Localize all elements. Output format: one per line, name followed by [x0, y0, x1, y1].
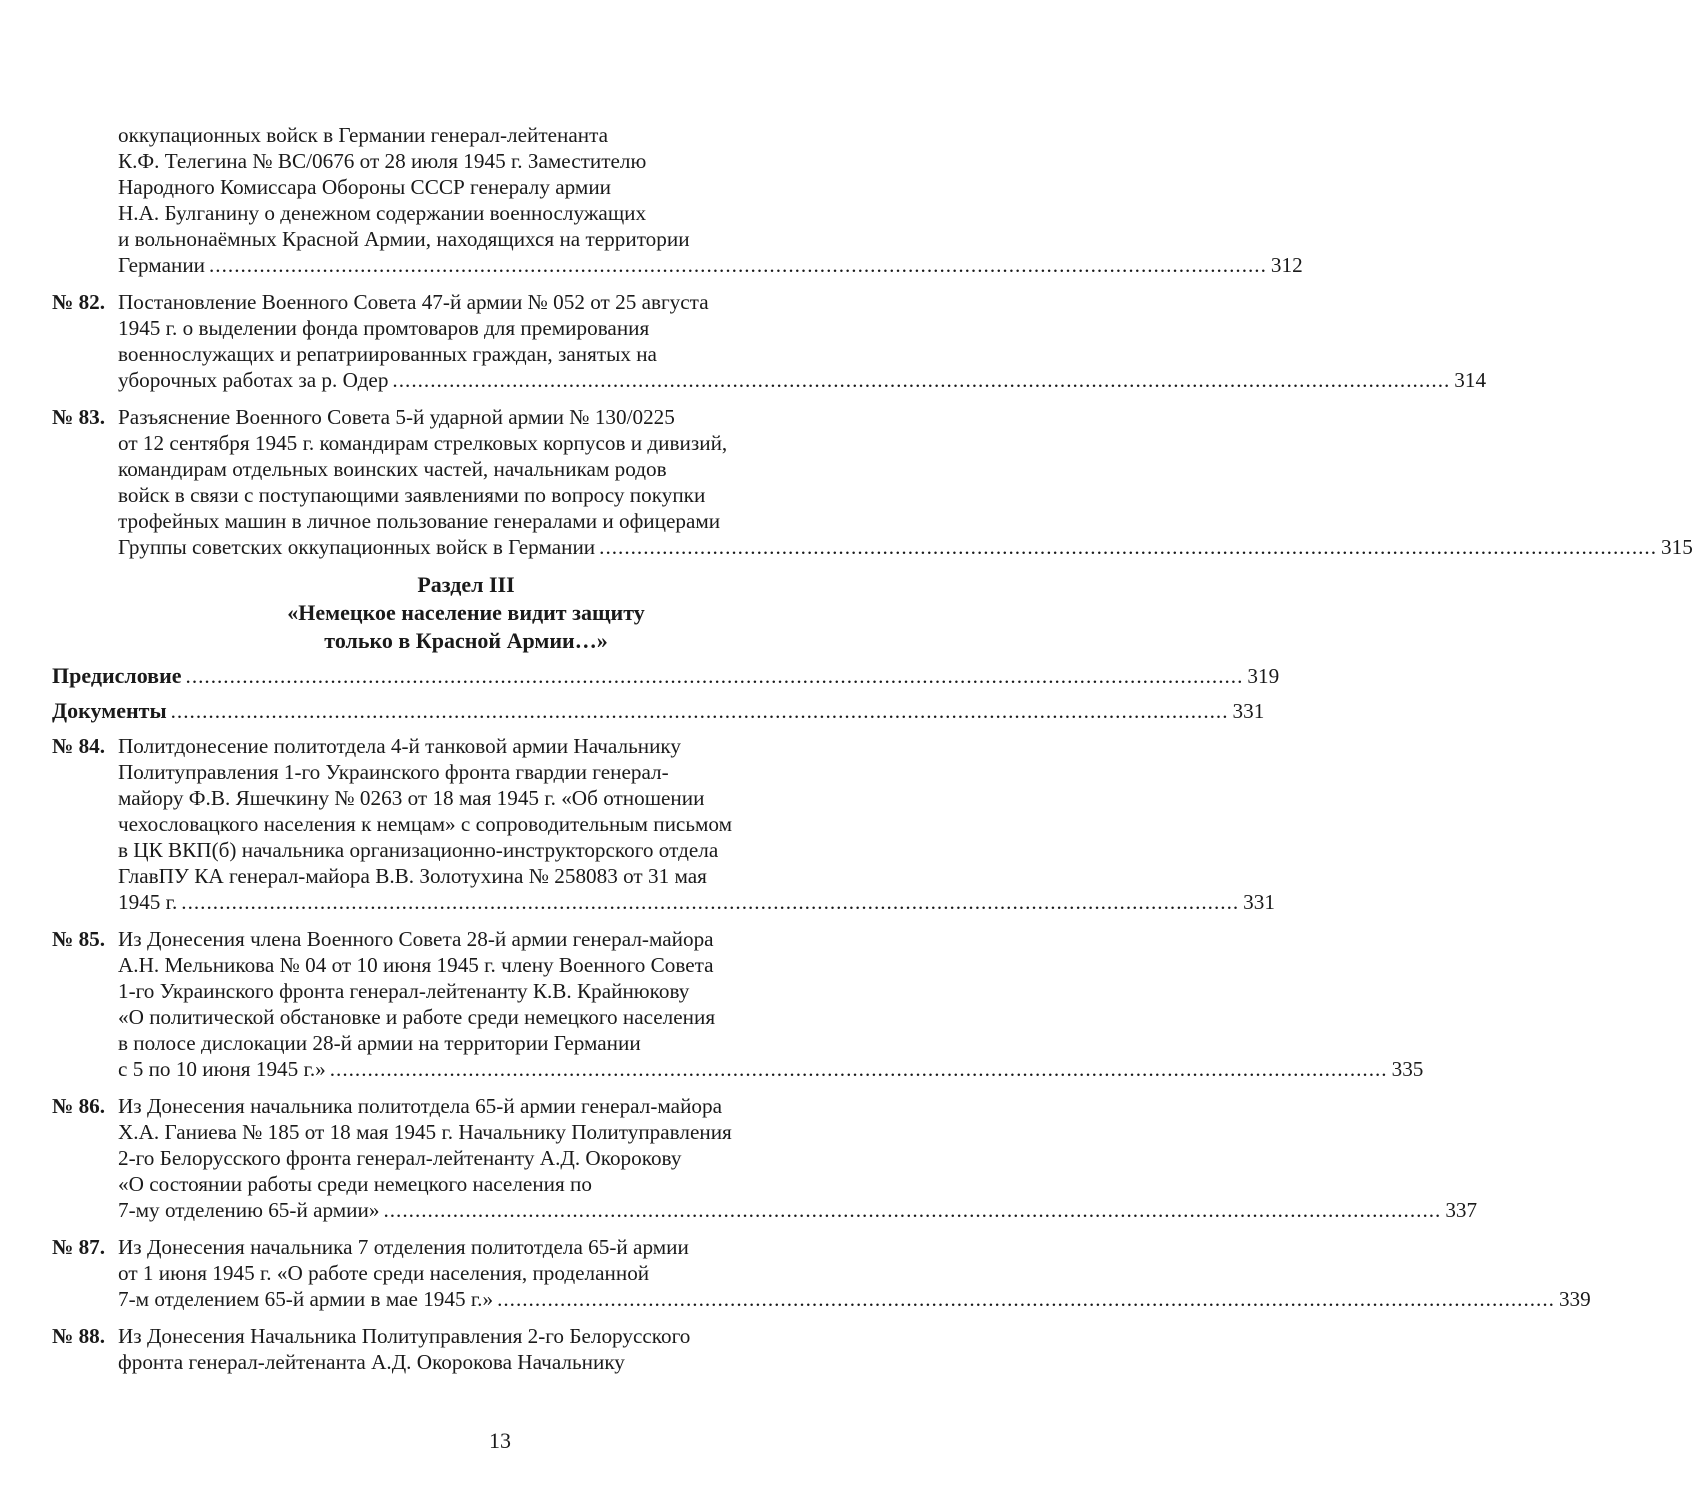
toc-entry-text: Группы советских оккупационных войск в Германии	[118, 535, 596, 559]
toc-entry-text: Х.А. Ганиева № 185 от 18 мая 1945 г. Начальнику Политуправления	[118, 1120, 732, 1144]
toc-entry-line	[52, 978, 880, 1004]
document-number: № 86.	[52, 1094, 106, 1118]
toc-entry-line	[52, 315, 880, 341]
toc-entry	[52, 122, 1303, 278]
toc-entry-text: ГлавПУ КА генерал-майора В.В. Золотухина № 258083 от 31 мая	[118, 864, 707, 888]
toc-entry-line	[52, 430, 880, 456]
toc-entry-text: Постановление Военного Совета 47-й армии № 052 от 25 августа	[118, 290, 709, 314]
toc-entry-line	[52, 926, 880, 952]
toc-entry-line	[52, 811, 880, 837]
toc-entry-line	[52, 1323, 880, 1349]
toc-entry-text: уборочных работах за р. Одер	[118, 368, 389, 392]
dot-leader: ........................................................................................................................................................................	[181, 890, 1240, 914]
page-reference: 314	[1454, 368, 1487, 392]
toc-entry-last-line	[52, 1056, 1424, 1082]
toc-entry	[52, 926, 1424, 1082]
toc-entry-text: 1-го Украинского фронта генерал-лейтенанту К.В. Крайнюкову	[118, 979, 690, 1003]
toc-entry-documents	[52, 698, 1265, 724]
toc-entry-text: в ЦК ВКП(б) начальника организационно-инструкторского отдела	[118, 838, 719, 862]
toc-entry-text: Из Донесения начальника политотдела 65-й армии генерал-майора	[118, 1094, 722, 1118]
toc-entry-text: майору Ф.В. Яшечкину № 0263 от 18 мая 1945 г. «Об отношении	[118, 786, 705, 810]
toc-entry-line	[52, 759, 880, 785]
toc-entry-text: с 5 по 10 июня 1945 г.»	[118, 1057, 326, 1081]
toc-entry-last-line	[52, 252, 1303, 278]
dot-leader: ........................................................................................................................................................................	[497, 1287, 1555, 1311]
dot-leader: ........................................................................................................................................................................	[185, 664, 1244, 688]
toc-entry-line	[52, 226, 880, 252]
toc-entry-line	[52, 1349, 880, 1375]
toc-entry-line	[52, 1145, 880, 1171]
dot-leader: ........................................................................................................................................................................	[383, 1198, 1442, 1222]
document-number: № 87.	[52, 1235, 106, 1259]
dot-leader: ........................................................................................................................................................................	[392, 368, 1451, 392]
toc-entry	[52, 733, 1275, 915]
page-reference: 337	[1445, 1198, 1478, 1222]
toc-entry-line	[52, 122, 880, 148]
toc-entry	[52, 404, 1693, 560]
toc-entry-last-line	[52, 889, 1275, 915]
page-reference: 315	[1661, 535, 1693, 559]
toc-entry-text: К.Ф. Телегина № ВС/0676 от 28 июля 1945 г. Заместителю	[118, 149, 647, 173]
dot-leader: ........................................................................................................................................................................	[209, 253, 1267, 277]
page-number: 13	[489, 1428, 511, 1453]
dot-leader: ........................................................................................................................................................................	[599, 535, 1658, 559]
document-number: № 82.	[52, 290, 106, 314]
toc-entry-text: командирам отдельных воинских частей, начальникам родов	[118, 457, 667, 481]
toc-entry-text: чехословацкого населения к немцам» с сопроводительным письмом	[118, 812, 732, 836]
toc-page	[52, 122, 1693, 1386]
section-heading	[52, 571, 880, 655]
toc-entry-preface	[52, 663, 1280, 689]
page-reference: 331	[1243, 890, 1275, 914]
toc-entry-text: военнослужащих и репатриированных граждан, занятых на	[118, 342, 657, 366]
toc-entry-line	[52, 174, 880, 200]
toc-entry-last-line	[52, 534, 1693, 560]
toc-entry-line	[52, 1119, 880, 1145]
toc-entry-text: Народного Комиссара Обороны СССР генералу армии	[118, 175, 612, 199]
section-subtitle-line-2: только в Красной Армии…»	[324, 628, 608, 653]
toc-entry-text: 1945 г. о выделении фонда промтоваров для премирования	[118, 316, 650, 340]
toc-entry-text: Н.А. Булганину о денежном содержании военнослужащих	[118, 201, 647, 225]
toc-entry-text: Из Донесения Начальника Политуправления 2-го Белорусского	[118, 1324, 691, 1348]
documents-page-number: 331	[1232, 699, 1265, 723]
document-number: № 84.	[52, 734, 106, 758]
toc-entry-text: Разъяснение Военного Совета 5-й ударной армии № 130/0225	[118, 405, 675, 429]
section-subtitle-line-1: «Немецкое население видит защиту	[287, 600, 645, 625]
toc-entry-line	[52, 733, 880, 759]
toc-entry-text: Политдонесение политотдела 4-й танковой армии Начальнику	[118, 734, 681, 758]
toc-entry-line	[52, 1093, 880, 1119]
toc-entry-text: Политуправления 1-го Украинского фронта гвардии генерал-	[118, 760, 669, 784]
toc-entry-line	[52, 1171, 880, 1197]
dot-leader: ........................................................................................................................................................................	[329, 1057, 1388, 1081]
toc-entry-text: 7-му отделению 65-й армии»	[118, 1198, 380, 1222]
toc-entry-text: от 1 июня 1945 г. «О работе среди населения, проделанной	[118, 1261, 650, 1285]
toc-entry-text: в полосе дислокации 28-й армии на территории Германии	[118, 1031, 641, 1055]
toc-entry-text: Германии	[118, 253, 205, 277]
toc-entry-line	[52, 863, 880, 889]
toc-entry-line	[52, 200, 880, 226]
section-title: Раздел III	[417, 572, 515, 597]
document-number: № 85.	[52, 927, 106, 951]
toc-entry-line	[52, 148, 880, 174]
document-number: № 88.	[52, 1324, 106, 1348]
page-reference: 339	[1558, 1287, 1591, 1311]
toc-entry-line	[52, 1004, 880, 1030]
toc-entry-text: фронта генерал-лейтенанта А.Д. Окорокова Начальнику	[118, 1350, 625, 1374]
documents-label: Документы	[52, 698, 167, 723]
toc-entry-last-line	[52, 367, 1487, 393]
toc-entry	[52, 289, 1487, 393]
toc-entry-text: Из Донесения члена Военного Совета 28-й армии генерал-майора	[118, 927, 714, 951]
toc-entry-line	[52, 952, 880, 978]
toc-entry-line	[52, 1030, 880, 1056]
page-reference: 312	[1270, 253, 1303, 277]
toc-entry-line	[52, 1260, 880, 1286]
toc-entry-text: оккупационных войск в Германии генерал-лейтенанта	[118, 123, 609, 147]
page-reference: 335	[1391, 1057, 1424, 1081]
toc-entry-line	[52, 482, 880, 508]
toc-entry	[52, 1093, 1478, 1223]
toc-entry-text: «О состоянии работы среди немецкого населения по	[118, 1172, 592, 1196]
toc-entries-after-section	[52, 733, 1591, 1375]
toc-entry	[52, 1323, 880, 1375]
toc-entry-last-line	[52, 1197, 1478, 1223]
toc-entry-text: 2-го Белорусского фронта генерал-лейтенанту А.Д. Окорокову	[118, 1146, 682, 1170]
toc-entry-line	[52, 785, 880, 811]
toc-entry-line	[52, 1234, 880, 1260]
toc-entry-line	[52, 289, 880, 315]
toc-entry	[52, 1234, 1591, 1312]
toc-entry-line	[52, 341, 880, 367]
toc-entry-text: и вольнонаёмных Красной Армии, находящихся на территории	[118, 227, 690, 251]
document-number: № 83.	[52, 405, 106, 429]
toc-entry-text: войск в связи с поступающими заявлениями по вопросу покупки	[118, 483, 706, 507]
toc-entry-text: «О политической обстановке и работе среди немецкого населения	[118, 1005, 716, 1029]
toc-entry-text: трофейных машин в личное пользование генералами и офицерами	[118, 509, 721, 533]
toc-entry-line	[52, 456, 880, 482]
toc-entry-line	[52, 837, 880, 863]
toc-entry-line	[52, 404, 880, 430]
toc-entry-text: А.Н. Мельникова № 04 от 10 июня 1945 г. члену Военного Совета	[118, 953, 714, 977]
toc-entries-before-section	[52, 122, 1693, 560]
dot-leader: ........................................................................................................................................................................	[170, 699, 1229, 723]
toc-entry-text: 7-м отделением 65-й армии в мае 1945 г.»	[118, 1287, 494, 1311]
toc-entry-text: Из Донесения начальника 7 отделения политотдела 65-й армии	[118, 1235, 689, 1259]
toc-entry-text: 1945 г.	[118, 890, 178, 914]
preface-page-number: 319	[1247, 664, 1280, 688]
toc-entry-line	[52, 508, 880, 534]
toc-entry-last-line	[52, 1286, 1591, 1312]
toc-entry-text: от 12 сентября 1945 г. командирам стрелковых корпусов и дивизий,	[118, 431, 728, 455]
preface-label: Предисловие	[52, 663, 182, 688]
